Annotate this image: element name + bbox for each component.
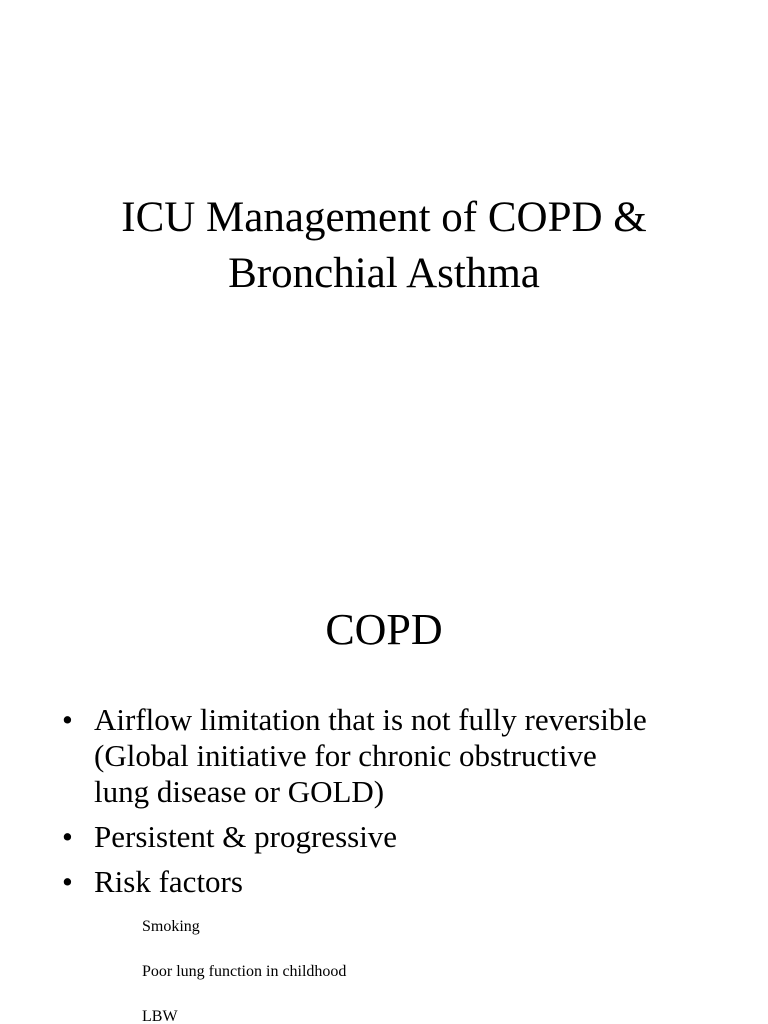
- risk-factor-list: [60, 909, 760, 1024]
- bullet-marker: •: [62, 864, 73, 899]
- title-line-2: Bronchial Asthma: [228, 250, 540, 297]
- bullet-item: [60, 819, 760, 855]
- risk-factor-item: Smoking: [142, 918, 200, 935]
- title-line-1: ICU Management of COPD &: [121, 194, 647, 241]
- bullet-text: [94, 819, 760, 855]
- bullet-item: [60, 702, 760, 810]
- bullet-marker: •: [62, 819, 73, 854]
- bullet-line: Persistent & progressive: [94, 819, 398, 854]
- bullet-item: [60, 864, 760, 900]
- bullet-marker: •: [62, 702, 73, 737]
- bullet-list: [60, 702, 760, 909]
- bullet-line: lung disease or GOLD): [94, 774, 385, 809]
- risk-factor-item: Poor lung function in childhood: [142, 963, 347, 980]
- bullet-line: Airflow limitation that is not fully reversible: [94, 702, 647, 737]
- bullet-line: (Global initiative for chronic obstructive: [94, 738, 597, 773]
- bullet-text: [94, 864, 760, 900]
- slide-2: [0, 576, 768, 1024]
- bullet-line: Risk factors: [94, 864, 243, 899]
- risk-factor-item: LBW: [142, 1008, 178, 1024]
- bullet-text: [94, 702, 760, 810]
- slide-title: [0, 190, 768, 302]
- slide-title: COPD: [325, 605, 443, 654]
